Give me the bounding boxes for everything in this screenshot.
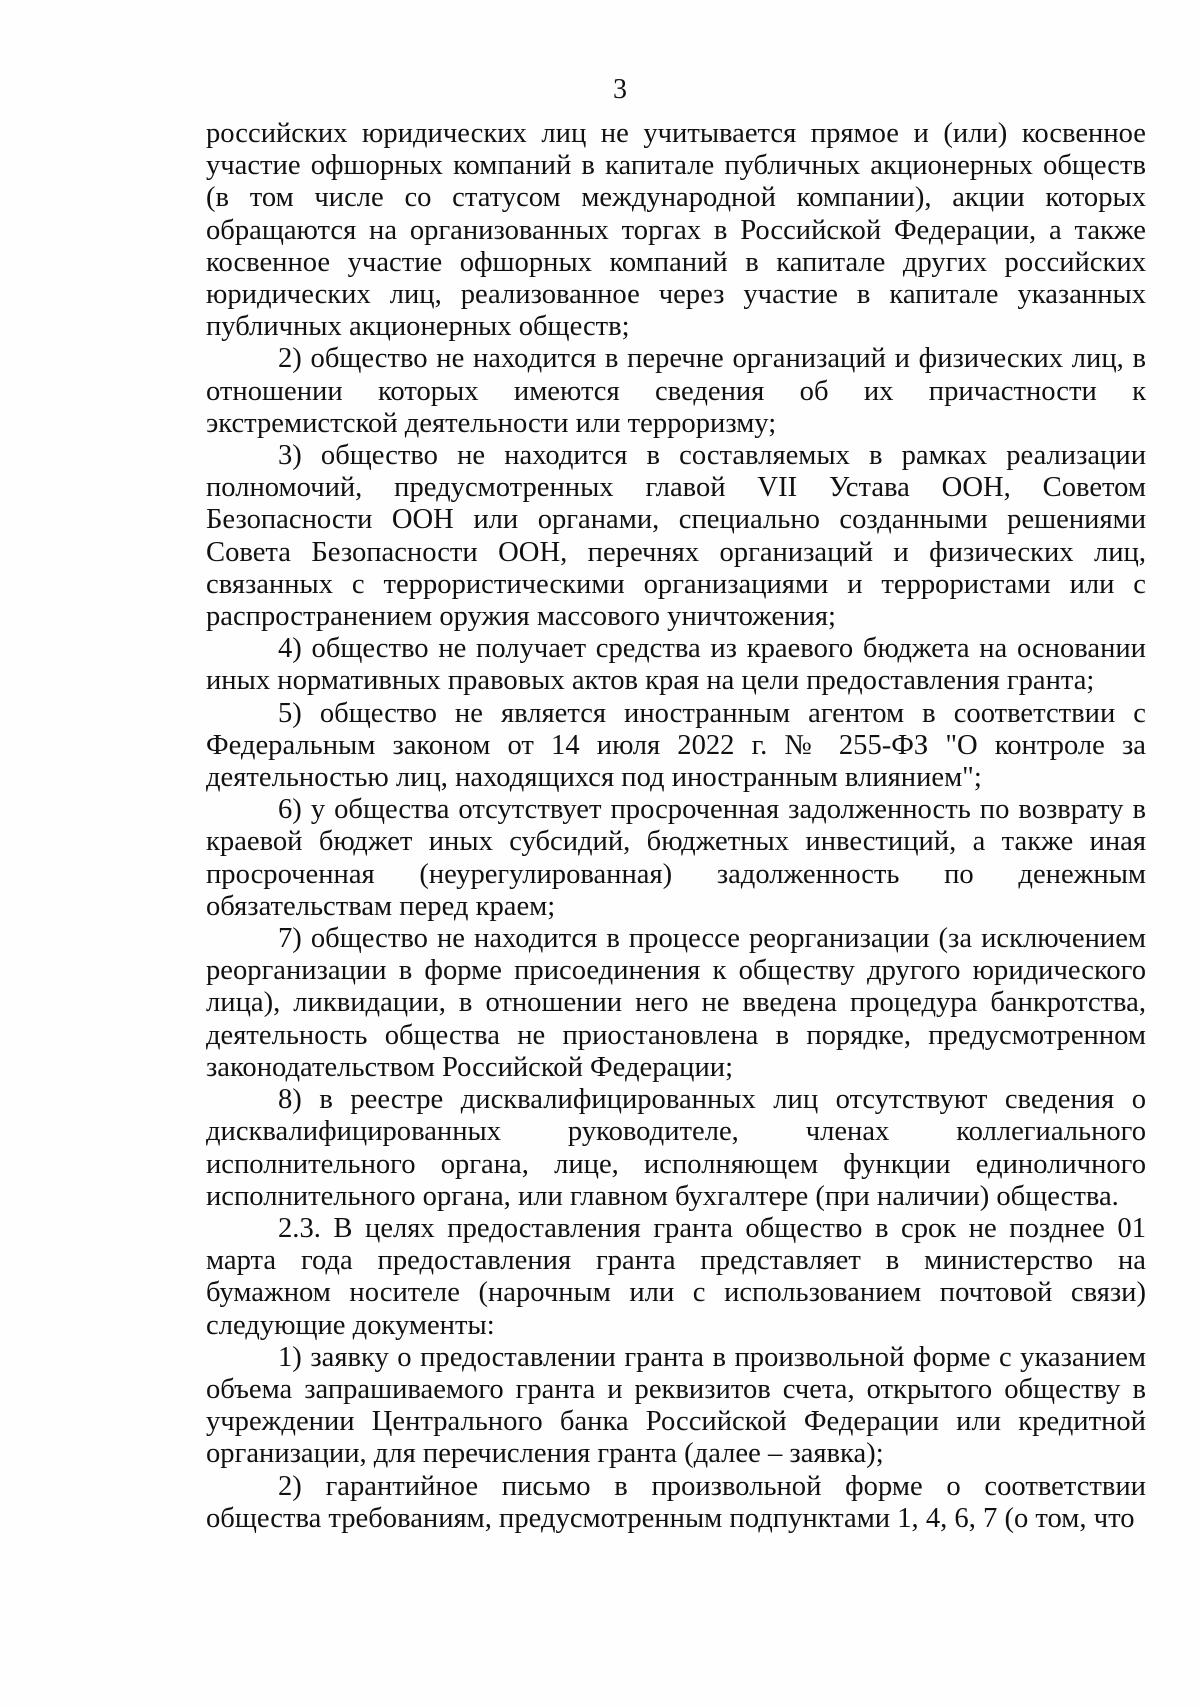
paragraph-item-4: 4) общество не получает средства из краевого бюджета на основании иных нормативных правовых актов края на цели предоставления гранта; [206, 633, 1146, 697]
paragraph-item-6: 6) у общества отсутствует просроченная задолженность по возврату в краевой бюджет иных субсидий, бюджетных инвестиций, а также иная просроченная (неурегулированная) задолженность по денежным обязательствам перед краем; [206, 794, 1146, 922]
paragraph-item-7: 7) общество не находится в процессе реорганизации (за исключением реорганизации в форме присоединения к обществу другого юридического лица), ликвидации, в отношении него не введена процедура банкротства, деятельность общества не приостановлена в порядке, предусмотренном законодательством Российской Федерации; [206, 923, 1146, 1083]
paragraph-document-2: 2) гарантийное письмо в произвольной форме о соответствии общества требованиям, предусмотренным подпунктами 1, 4, 6, 7 (о том, что [206, 1470, 1146, 1534]
paragraph-item-3: 3) общество не находится в составляемых в рамках реализации полномочий, предусмотренных главой VII Устава ООН, Советом Безопасности ООН или органами, специально созданными решениями Совета Безопасности ООН, перечнях организаций и физических лиц, связанных с террористическими организациями и террористами или с распространением оружия массового уничтожения; [206, 440, 1146, 633]
paragraph-item-8: 8) в реестре дисквалифицированных лиц отсутствуют сведения о дисквалифицированных руководителе, членах коллегиального исполнительного органа, лице, исполняющем функции единоличного исполнительного органа, или главном бухгалтере (при наличии) общества. [206, 1084, 1146, 1212]
paragraph-item-2: 2) общество не находится в перечне организаций и физических лиц, в отношении которых имеются сведения об их причастности к экстремистской деятельности или терроризму; [206, 343, 1146, 439]
paragraph-item-5: 5) общество не является иностранным агентом в соответствии с Федеральным законом от 14 июля 2022 г. № 255-ФЗ "О контроле за деятельностью лиц, находящихся под иностранным влиянием"; [206, 697, 1146, 794]
page-number: 3 [613, 74, 627, 105]
paragraph-section-2-3: 2.3. В целях предоставления гранта общество в срок не позднее 01 марта года предоставления гранта представляет в министерство на бумажном носителе (нарочным или с использованием почтовой связи) следующие документы: [206, 1212, 1146, 1341]
paragraph-document-1: 1) заявку о предоставлении гранта в произвольной форме с указанием объема запрашиваемого гранта и реквизитов счета, открытого обществу в учреждении Центрального банка Российской Федерации или кредитной организации, для перечисления гранта (далее – заявка); [206, 1341, 1146, 1470]
paragraph-offshore-participation: российских юридических лиц не учитывается прямое и (или) косвенное участие офшорных компаний в капитале публичных акционерных обществ (в том числе со статусом международной компании), акции которых обращаются на организованных торгах в Российской Федерации, а также косвенное участие офшорных компаний в капитале других российских юридических лиц, реализованное через участие в капитале указанных публичных акционерных обществ; [206, 118, 1146, 343]
document-body [206, 118, 1146, 1535]
